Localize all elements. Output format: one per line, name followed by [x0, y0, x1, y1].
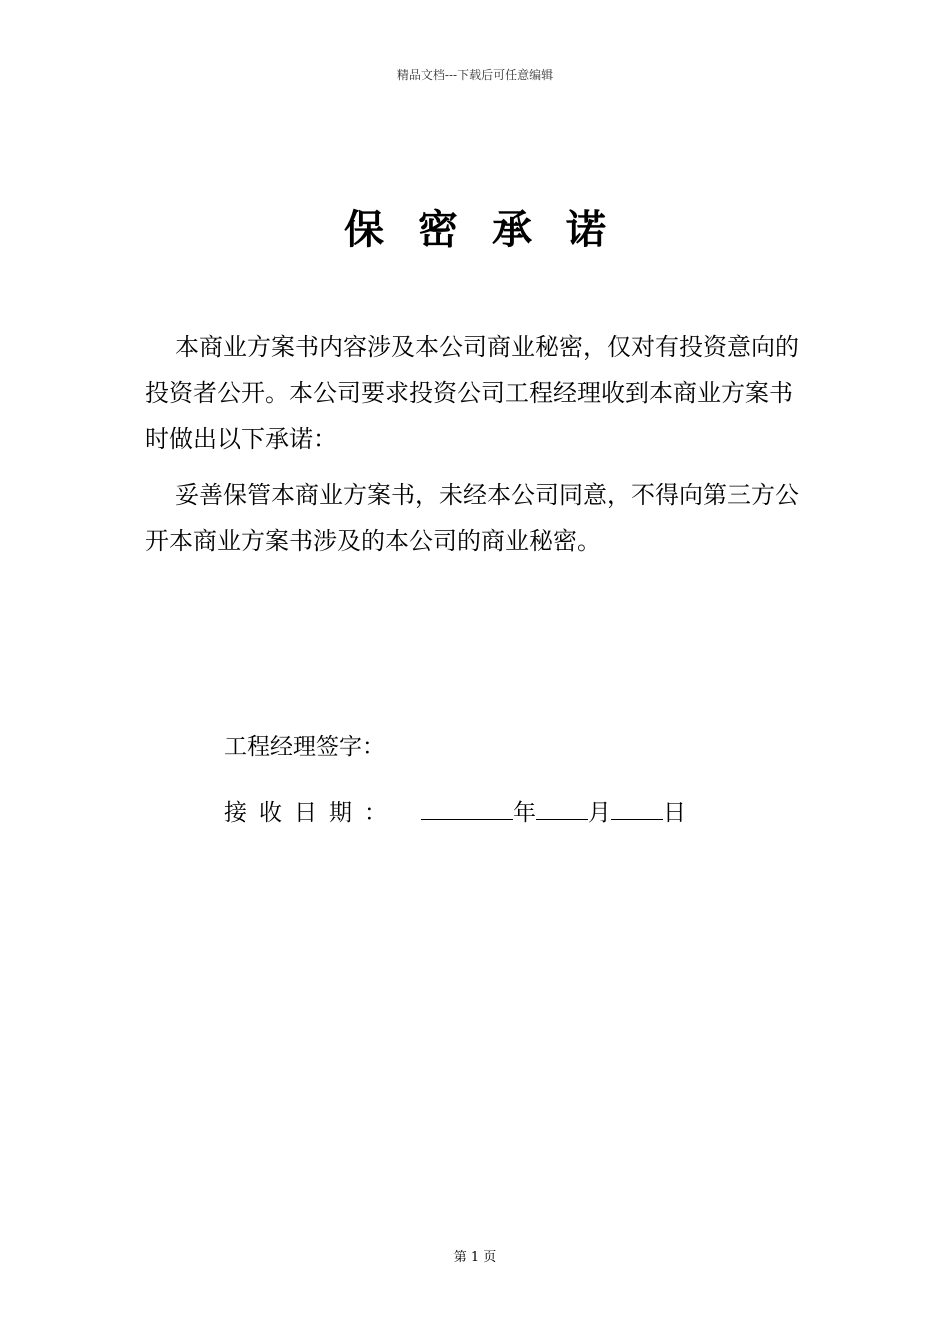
page-header-note: 精品文档---下载后可任意编辑: [396, 68, 554, 82]
day-blank: [611, 795, 663, 820]
month-blank: [536, 795, 588, 820]
year-blank: [421, 795, 513, 820]
document-title: 保密承诺: [344, 207, 640, 253]
receipt-date-line: [224, 794, 686, 827]
year-unit: 年: [513, 800, 536, 826]
signature-label: 工程经理签字：: [224, 734, 385, 760]
body-paragraph: 本商业方案书内容涉及本公司商业秘密，仅对有投资意向的投资者公开。本公司要求投资公司工程经理收到本商业方案书时做出以下承诺：: [145, 333, 799, 453]
page-number: 第 1 页: [453, 1250, 497, 1265]
day-unit: 日: [663, 800, 686, 826]
receipt-date-label: 接收日期：: [224, 800, 399, 826]
month-unit: 月: [588, 800, 611, 826]
body-paragraph: 妥善保管本商业方案书，未经本公司同意，不得向第三方公开本商业方案书涉及的本公司的商业秘密。: [145, 481, 799, 555]
